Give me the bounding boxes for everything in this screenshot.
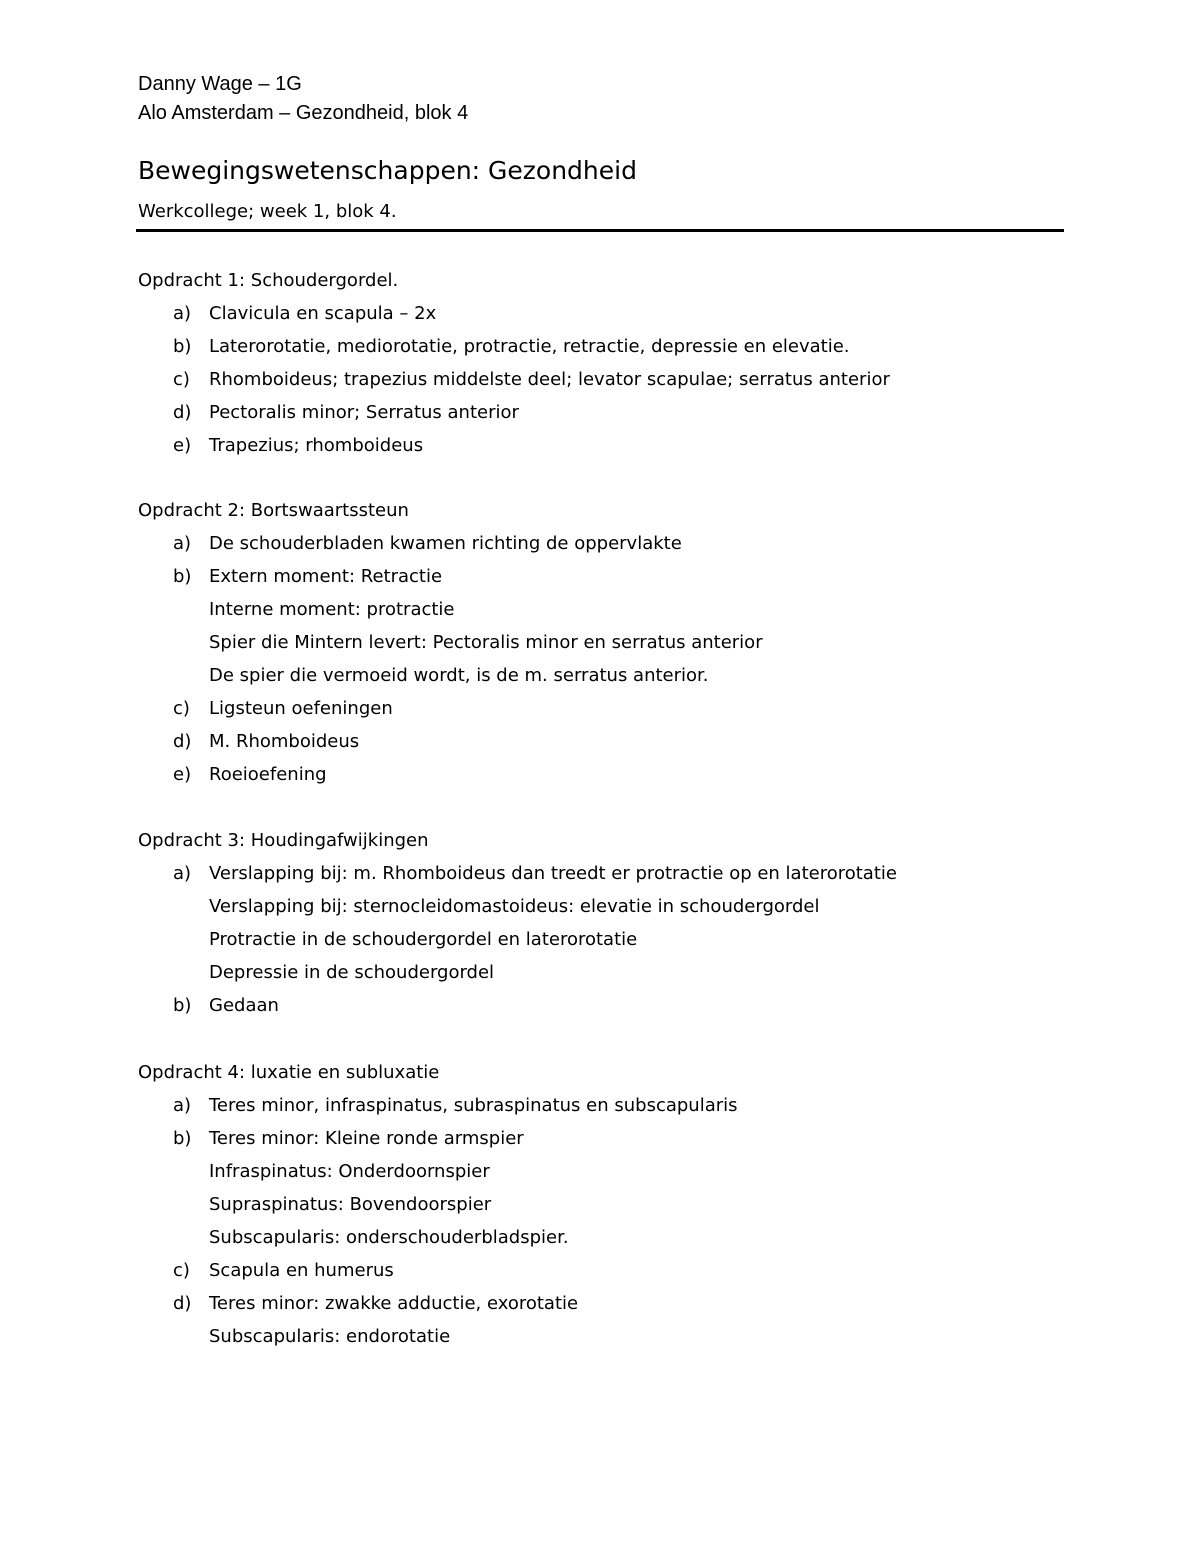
item-letter: c) — [173, 698, 190, 719]
item-letter: d) — [173, 731, 192, 752]
document-subtitle: Werkcollege; week 1, blok 4. — [138, 201, 397, 222]
item-letter: c) — [173, 1260, 190, 1281]
item-letter: d) — [173, 1293, 192, 1314]
item-letter: b) — [173, 566, 192, 587]
item-letter: e) — [173, 764, 192, 785]
document-title: Bewegingswetenschappen: Gezondheid — [138, 156, 637, 185]
list-item — [138, 857, 1038, 890]
section-opdracht-4 — [138, 1056, 1038, 1353]
item-letter: b) — [173, 1128, 192, 1149]
list-item — [138, 1254, 1038, 1287]
list-item — [138, 396, 1038, 429]
list-item — [138, 1089, 1038, 1122]
item-continuation: Verslapping bij: sternocleidomastoideus: elevatie in schoudergordel — [209, 896, 820, 917]
item-continuation: Subscapularis: endorotatie — [209, 1326, 451, 1347]
section-opdracht-2 — [138, 494, 1038, 791]
item-text: Extern moment: Retractie — [209, 566, 443, 587]
item-text: Ligsteun oefeningen — [209, 698, 393, 719]
list-item — [138, 297, 1038, 330]
item-text: M. Rhomboideus — [209, 731, 360, 752]
item-letter: c) — [173, 369, 190, 390]
item-letter: a) — [173, 1095, 192, 1116]
list-item — [138, 758, 1038, 791]
section-opdracht-1 — [138, 264, 1038, 462]
list-item — [138, 560, 1038, 593]
item-text: Pectoralis minor; Serratus anterior — [209, 402, 519, 423]
item-continuation: Subscapularis: onderschouderbladspier. — [209, 1227, 569, 1248]
list-item — [138, 429, 1038, 462]
item-letter: e) — [173, 435, 192, 456]
list-item — [138, 363, 1038, 396]
item-text: Teres minor: zwakke adductie, exorotatie — [209, 1293, 579, 1314]
item-letter: b) — [173, 995, 192, 1016]
item-text: De schouderbladen kwamen richting de oppervlakte — [209, 533, 682, 554]
section-title: Opdracht 1: Schoudergordel. — [138, 270, 399, 291]
item-text: Verslapping bij: m. Rhomboideus dan treedt er protractie op en laterorotatie — [209, 863, 897, 884]
item-text: Gedaan — [209, 995, 279, 1016]
author-line: Danny Wage – 1G — [138, 73, 302, 95]
list-item — [138, 989, 1038, 1022]
item-text: Rhomboideus; trapezius middelste deel; levator scapulae; serratus anterior — [209, 369, 890, 390]
section-title: Opdracht 4: luxatie en subluxatie — [138, 1062, 440, 1083]
item-letter: a) — [173, 303, 192, 324]
institution-line: Alo Amsterdam – Gezondheid, blok 4 — [138, 102, 469, 124]
item-text: Roeioefening — [209, 764, 327, 785]
section-title: Opdracht 2: Bortswaartssteun — [138, 500, 409, 521]
list-item — [138, 330, 1038, 363]
item-continuation: Depressie in de schoudergordel — [209, 962, 495, 983]
list-item — [138, 1122, 1038, 1155]
item-letter: a) — [173, 533, 192, 554]
list-item — [138, 1287, 1038, 1320]
item-continuation: Spier die Mintern levert: Pectoralis minor en serratus anterior — [209, 632, 763, 653]
item-text: Clavicula en scapula – 2x — [209, 303, 437, 324]
item-text: Teres minor: Kleine ronde armspier — [209, 1128, 524, 1149]
item-continuation: Supraspinatus: Bovendoorspier — [209, 1194, 492, 1215]
item-letter: d) — [173, 402, 192, 423]
item-letter: b) — [173, 336, 192, 357]
item-continuation: Interne moment: protractie — [209, 599, 455, 620]
item-continuation: Protractie in de schoudergordel en laterorotatie — [209, 929, 638, 950]
list-item — [138, 725, 1038, 758]
item-letter: a) — [173, 863, 192, 884]
section-opdracht-3 — [138, 824, 1038, 1022]
item-text: Laterorotatie, mediorotatie, protractie, retractie, depressie en elevatie. — [209, 336, 850, 357]
item-text: Trapezius; rhomboideus — [209, 435, 424, 456]
list-item — [138, 692, 1038, 725]
title-divider — [136, 229, 1064, 232]
item-continuation: De spier die vermoeid wordt, is de m. serratus anterior. — [209, 665, 709, 686]
section-title: Opdracht 3: Houdingafwijkingen — [138, 830, 429, 851]
item-text: Scapula en humerus — [209, 1260, 394, 1281]
item-continuation: Infraspinatus: Onderdoornspier — [209, 1161, 490, 1182]
item-text: Teres minor, infraspinatus, subraspinatus en subscapularis — [209, 1095, 738, 1116]
list-item — [138, 527, 1038, 560]
